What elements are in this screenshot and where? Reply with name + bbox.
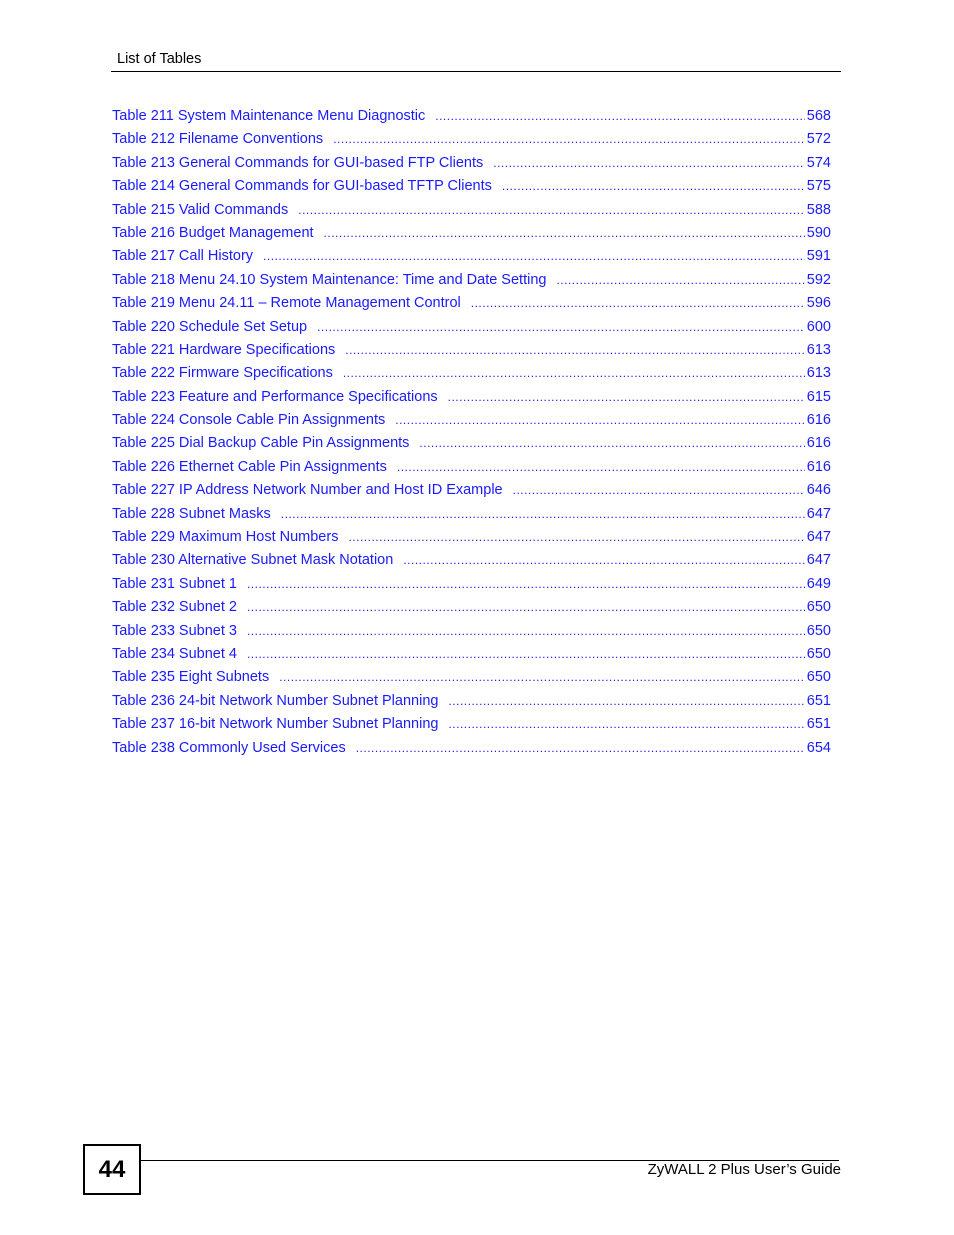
- toc-entry-title[interactable]: Table 237 16-bit Network Number Subnet Planning: [112, 716, 439, 733]
- toc-entry-title[interactable]: Table 234 Subnet 4: [112, 645, 237, 662]
- dot-leader: [317, 316, 805, 339]
- dot-leader: [502, 175, 805, 198]
- toc-entry-page-number[interactable]: 651: [806, 692, 831, 709]
- dot-leader: [345, 339, 805, 362]
- toc-entry-link[interactable]: [112, 222, 831, 245]
- toc-entry-title[interactable]: Table 221 Hardware Specifications: [112, 341, 336, 358]
- toc-entry-link[interactable]: [112, 456, 831, 479]
- toc-entry-title[interactable]: Table 227 IP Address Network Number and Host ID Example: [112, 482, 503, 499]
- toc-entry-link[interactable]: [112, 409, 831, 432]
- toc-entry-page-number[interactable]: 572: [806, 131, 831, 148]
- toc-entry-title[interactable]: Table 222 Firmware Specifications: [112, 365, 333, 382]
- toc-entry-page-number[interactable]: 575: [806, 178, 831, 195]
- dot-leader: [247, 643, 805, 666]
- toc-entry-title[interactable]: Table 226 Ethernet Cable Pin Assignments: [112, 458, 387, 475]
- toc-entry-page-number[interactable]: 592: [806, 271, 831, 288]
- toc-entry-link[interactable]: [112, 152, 831, 175]
- toc-entry-page-number[interactable]: 613: [806, 365, 831, 382]
- dot-leader: [395, 409, 805, 432]
- header-divider: [111, 71, 841, 72]
- toc-entry-page-number[interactable]: 590: [806, 224, 831, 241]
- toc-entry-link[interactable]: [112, 199, 831, 222]
- toc-entry-link[interactable]: [112, 316, 831, 339]
- toc-entry-link[interactable]: [112, 245, 831, 268]
- toc-entry-title[interactable]: Table 211 System Maintenance Menu Diagnostic: [112, 108, 426, 124]
- toc-entry-title[interactable]: Table 224 Console Cable Pin Assignments: [112, 412, 386, 429]
- dot-leader: [333, 128, 805, 151]
- toc-entry-page-number[interactable]: 588: [806, 201, 831, 218]
- toc-entry-title[interactable]: Table 218 Menu 24.10 System Maintenance: Time and Date Setting: [112, 271, 547, 288]
- dot-leader: [356, 737, 805, 760]
- dot-leader: [435, 105, 805, 128]
- toc-entry-title[interactable]: Table 233 Subnet 3: [112, 622, 237, 639]
- toc-entry-title[interactable]: Table 236 24-bit Network Number Subnet Planning: [112, 692, 439, 709]
- guide-title: ZyWALL 2 Plus User’s Guide: [647, 1161, 841, 1178]
- toc-entry-page-number[interactable]: 591: [806, 248, 831, 265]
- dot-leader: [348, 526, 804, 549]
- toc-entry-title[interactable]: Table 214 General Commands for GUI-based TFTP Clients: [112, 178, 492, 195]
- dot-leader: [298, 199, 805, 222]
- dot-leader: [281, 503, 805, 526]
- toc-entry-title[interactable]: Table 232 Subnet 2: [112, 599, 237, 616]
- toc-entry-page-number[interactable]: 647: [806, 529, 831, 546]
- toc-entry-link[interactable]: [112, 549, 831, 572]
- dot-leader: [513, 479, 805, 502]
- toc-entry-link[interactable]: [112, 573, 831, 596]
- toc-entry-page-number[interactable]: 616: [806, 435, 831, 452]
- toc-entry-page-number[interactable]: 574: [806, 154, 831, 171]
- dot-leader: [403, 549, 804, 572]
- toc-entry-title[interactable]: Table 213 General Commands for GUI-based FTP Clients: [112, 154, 484, 171]
- toc-entry-page-number[interactable]: 647: [806, 552, 831, 569]
- toc-entry-title[interactable]: Table 220 Schedule Set Setup: [112, 318, 308, 335]
- toc-entry-title[interactable]: Table 216 Budget Management: [112, 224, 314, 241]
- running-header: List of Tables: [117, 51, 202, 67]
- dot-leader: [263, 245, 805, 268]
- toc-entry-link[interactable]: [112, 620, 831, 643]
- toc-entry-page-number[interactable]: 646: [806, 482, 831, 499]
- dot-leader: [279, 666, 805, 689]
- toc-entry-page-number[interactable]: 651: [806, 716, 831, 733]
- toc-entry-link[interactable]: [112, 479, 831, 502]
- toc-entry-page-number[interactable]: 615: [806, 388, 831, 405]
- toc-entry-title[interactable]: Table 225 Dial Backup Cable Pin Assignments: [112, 435, 410, 452]
- toc-entry-link[interactable]: [112, 105, 831, 128]
- toc-entry-title[interactable]: Table 212 Filename Conventions: [112, 131, 324, 148]
- toc-entry-link[interactable]: [112, 339, 831, 362]
- toc-entry-page-number[interactable]: 616: [806, 458, 831, 475]
- toc-entry-title[interactable]: Table 230 Alternative Subnet Mask Notation: [112, 552, 394, 569]
- dot-leader: [471, 292, 805, 315]
- dot-leader: [247, 573, 805, 596]
- dot-leader: [448, 690, 804, 713]
- toc-entry-page-number[interactable]: 650: [806, 599, 831, 616]
- toc-entry-link[interactable]: [112, 526, 831, 549]
- toc-entry-link[interactable]: [112, 503, 831, 526]
- dot-leader: [324, 222, 805, 245]
- toc-entry-page-number[interactable]: 650: [806, 645, 831, 662]
- toc-entry-link[interactable]: [112, 596, 831, 619]
- toc-entry-link[interactable]: [112, 175, 831, 198]
- toc-entry-link[interactable]: [112, 643, 831, 666]
- toc-entry-link[interactable]: [112, 386, 831, 409]
- toc-entry-page-number[interactable]: 596: [806, 295, 831, 312]
- dot-leader: [247, 620, 805, 643]
- toc-entry-page-number[interactable]: 616: [806, 412, 831, 429]
- toc-entry-page-number[interactable]: 654: [806, 739, 831, 756]
- toc-entry-link[interactable]: [112, 362, 831, 385]
- toc-entry-page-number[interactable]: 647: [806, 505, 831, 522]
- dot-leader: [419, 432, 804, 455]
- toc-entry-title[interactable]: Table 228 Subnet Masks: [112, 505, 271, 522]
- toc-entry-page-number[interactable]: 568: [806, 108, 831, 124]
- dot-leader: [448, 713, 804, 736]
- toc-entry-title[interactable]: Table 219 Menu 24.11 – Remote Management Control: [112, 295, 461, 312]
- dot-leader: [397, 456, 805, 479]
- toc-entry-link[interactable]: [112, 666, 831, 689]
- toc-entry-title[interactable]: Table 217 Call History: [112, 248, 254, 265]
- toc-entry-page-number[interactable]: 650: [806, 669, 831, 686]
- dot-leader: [247, 596, 805, 619]
- toc-entry-link[interactable]: [112, 737, 831, 760]
- dot-leader: [343, 362, 805, 385]
- dot-leader: [493, 152, 805, 175]
- toc-entry-title[interactable]: Table 231 Subnet 1: [112, 575, 237, 592]
- toc-entry-link[interactable]: [112, 128, 831, 151]
- toc-entry-page-number[interactable]: 600: [806, 318, 831, 335]
- toc-entry-title[interactable]: Table 215 Valid Commands: [112, 201, 289, 218]
- toc-entry-page-number[interactable]: 613: [806, 341, 831, 358]
- list-of-tables: [112, 105, 831, 760]
- toc-entry-link[interactable]: [112, 690, 831, 713]
- page-number: 44: [83, 1144, 141, 1195]
- toc-entry-link[interactable]: [112, 713, 831, 736]
- toc-entry-title[interactable]: Table 235 Eight Subnets: [112, 669, 270, 686]
- toc-entry-link[interactable]: [112, 269, 831, 292]
- dot-leader: [556, 269, 804, 292]
- toc-entry-title[interactable]: Table 223 Feature and Performance Specifications: [112, 388, 438, 405]
- toc-entry-link[interactable]: [112, 432, 831, 455]
- toc-entry-title[interactable]: Table 238 Commonly Used Services: [112, 739, 346, 756]
- toc-entry-page-number[interactable]: 649: [806, 575, 831, 592]
- toc-entry-page-number[interactable]: 650: [806, 622, 831, 639]
- dot-leader: [448, 386, 805, 409]
- toc-entry-link[interactable]: [112, 292, 831, 315]
- toc-entry-title[interactable]: Table 229 Maximum Host Numbers: [112, 529, 339, 546]
